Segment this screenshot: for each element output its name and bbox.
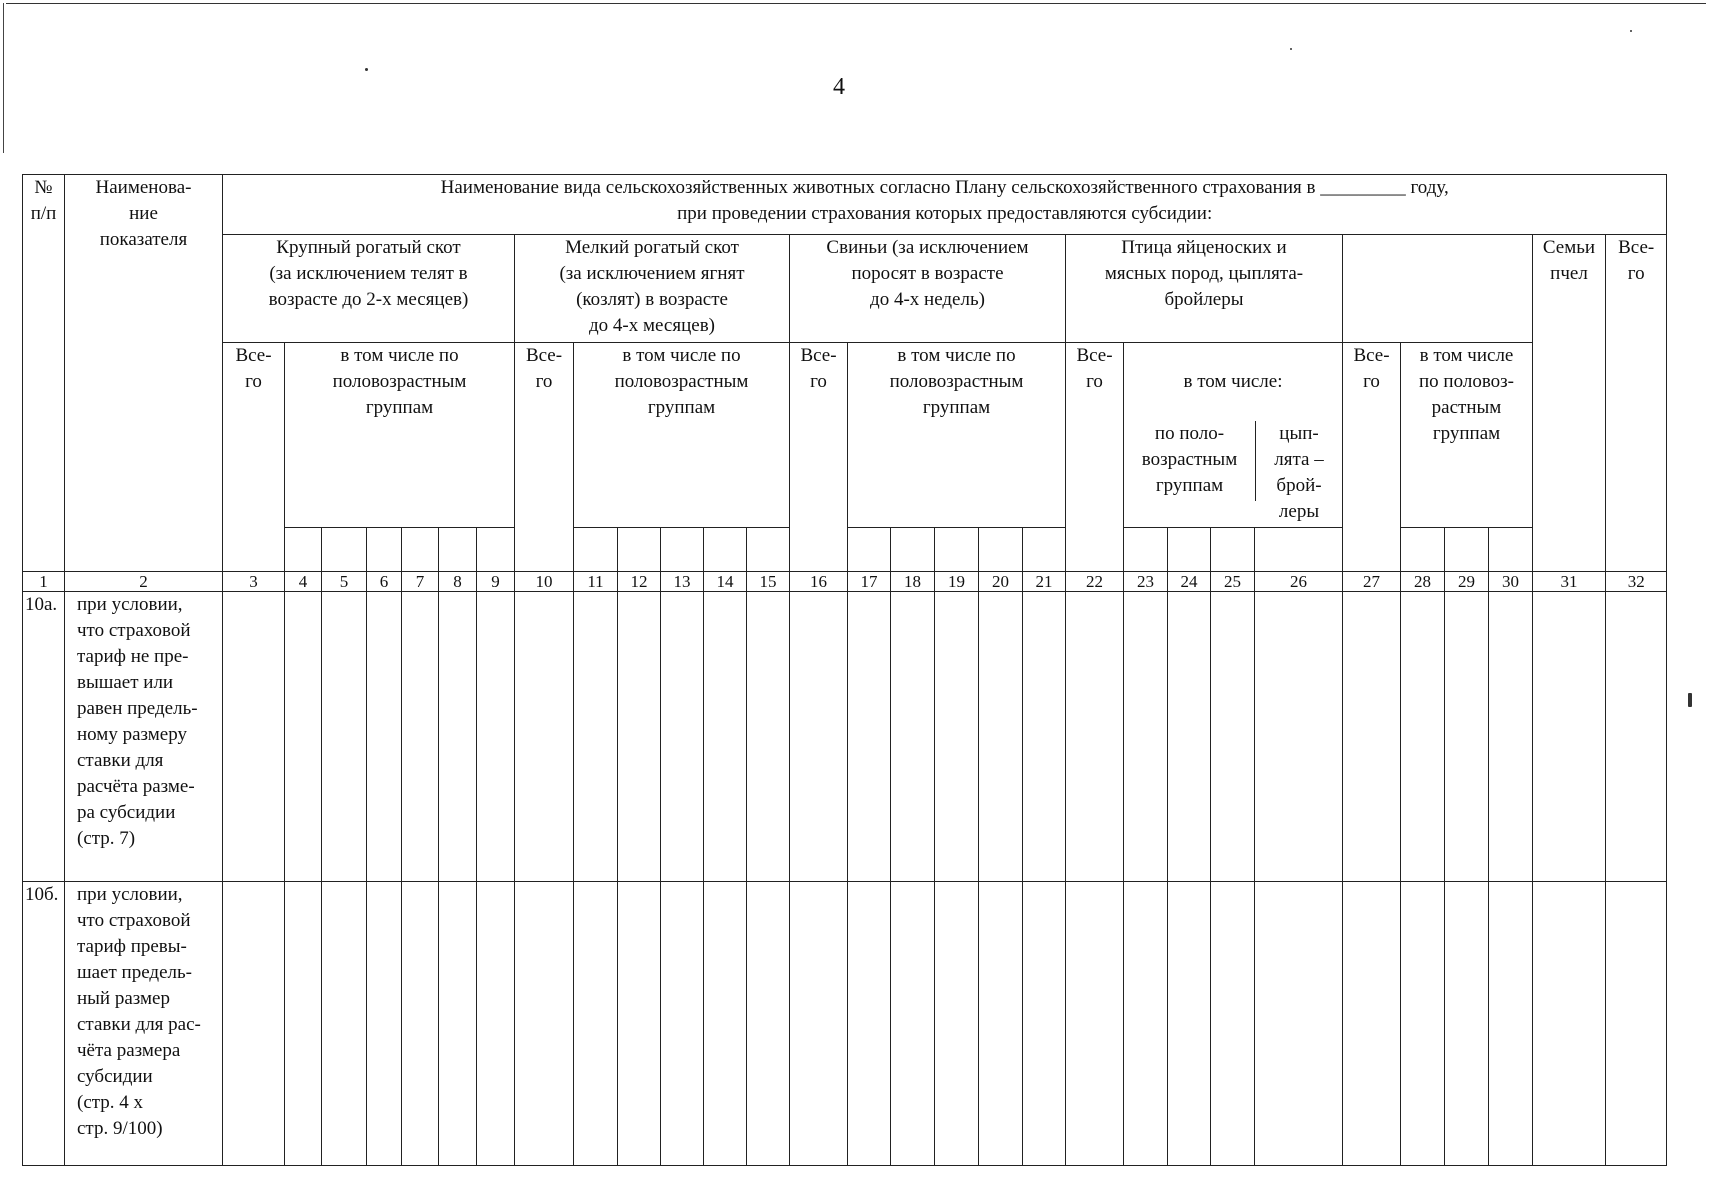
blank-cell (1023, 528, 1066, 572)
data-cell[interactable] (515, 592, 574, 882)
row-label: при условии, что страховой тариф превы- шает предель- ный размер ставки для рас- чёта размера субсидии (стр. 4 х стр. 9/100) (65, 882, 223, 1166)
data-cell[interactable] (1168, 592, 1211, 882)
blank-cell (848, 528, 891, 572)
data-cell[interactable] (223, 592, 285, 882)
data-cell[interactable] (1343, 592, 1401, 882)
column-number: 4 (285, 572, 322, 592)
data-cell[interactable] (439, 882, 477, 1166)
unnamed-in-groups: в том числе по половоз- растным группам (1401, 343, 1533, 528)
data-cell[interactable] (1066, 882, 1124, 1166)
data-cell[interactable] (1606, 592, 1667, 882)
blank-cell (402, 528, 439, 572)
poultry-including (1124, 343, 1343, 528)
column-number: 26 (1255, 572, 1343, 592)
group-unnamed (1343, 235, 1533, 343)
data-cell[interactable] (223, 882, 285, 1166)
poultry-including-split (1124, 421, 1342, 522)
data-cell[interactable] (285, 882, 322, 1166)
blank-cell (935, 528, 979, 572)
column-number: 27 (1343, 572, 1401, 592)
data-cell[interactable] (1066, 592, 1124, 882)
blank-cell (704, 528, 747, 572)
column-number: 24 (1168, 572, 1211, 592)
subsidy-form-table (22, 174, 1667, 1166)
blank-cell (661, 528, 704, 572)
page-number: 4 (833, 74, 845, 100)
data-cell[interactable] (661, 592, 704, 882)
unnamed-total: Все- го (1343, 343, 1401, 572)
small-cattle-in-groups: в том числе по половозрастным группам (574, 343, 790, 528)
blank-cell (285, 528, 322, 572)
column-number: 29 (1445, 572, 1489, 592)
column-number: 23 (1124, 572, 1168, 592)
blank-cell (1255, 528, 1343, 572)
header-indicator-name: Наименова- ние показателя (65, 175, 223, 572)
data-cell[interactable] (1401, 592, 1445, 882)
header-row-sub (23, 343, 1667, 528)
data-cell[interactable] (1023, 882, 1066, 1166)
data-cell[interactable] (704, 882, 747, 1166)
column-number: 7 (402, 572, 439, 592)
cattle-total: Все- го (223, 343, 285, 572)
data-cell[interactable] (402, 592, 439, 882)
data-cell[interactable] (322, 592, 367, 882)
column-number: 32 (1606, 572, 1667, 592)
group-small-cattle: Мелкий рогатый скот (за исключением ягнят (козлят) в возрасте до 4-х месяцев) (515, 235, 790, 343)
blank-cell (891, 528, 935, 572)
scan-speck (365, 68, 368, 71)
data-cell[interactable] (891, 592, 935, 882)
data-cell[interactable] (618, 882, 661, 1166)
data-cell[interactable] (1401, 882, 1445, 1166)
column-number: 6 (367, 572, 402, 592)
page-left-edge (3, 3, 4, 153)
group-pigs: Свиньи (за исключением поросят в возрасте до 4-х недель) (790, 235, 1066, 343)
data-cell[interactable] (477, 592, 515, 882)
data-cell[interactable] (1343, 882, 1401, 1166)
data-cell[interactable] (790, 882, 848, 1166)
blank-cell (574, 528, 618, 572)
blank-cell (1445, 528, 1489, 572)
column-number: 13 (661, 572, 704, 592)
pigs-total: Все- го (790, 343, 848, 572)
data-cell[interactable] (979, 882, 1023, 1166)
column-number: 17 (848, 572, 891, 592)
blank-cell (439, 528, 477, 572)
poultry-total: Все- го (1066, 343, 1124, 572)
column-number: 11 (574, 572, 618, 592)
scan-speck (1688, 693, 1692, 707)
data-cell[interactable] (704, 592, 747, 882)
data-cell[interactable] (747, 592, 790, 882)
column-number: 21 (1023, 572, 1066, 592)
group-total: Все- го (1606, 235, 1667, 572)
column-number: 9 (477, 572, 515, 592)
column-number: 31 (1533, 572, 1606, 592)
header-number: № п/п (23, 175, 65, 572)
data-cell[interactable] (1445, 592, 1489, 882)
column-number: 30 (1489, 572, 1533, 592)
data-cell[interactable] (661, 882, 704, 1166)
table-row (23, 882, 1667, 1166)
data-cell[interactable] (574, 882, 618, 1166)
pigs-in-groups: в том числе по половозрастным группам (848, 343, 1066, 528)
scan-speck (1630, 30, 1632, 32)
data-cell[interactable] (574, 592, 618, 882)
blank-cell (1211, 528, 1255, 572)
blank-cell (322, 528, 367, 572)
blank-cell (618, 528, 661, 572)
data-cell[interactable] (1023, 592, 1066, 882)
poultry-including-label: в том числе: (1183, 371, 1283, 392)
data-cell[interactable] (1124, 882, 1168, 1166)
column-number: 8 (439, 572, 477, 592)
group-cattle: Крупный рогатый скот (за исключением телят в возрасте до 2-х месяцев) (223, 235, 515, 343)
column-numbers-row (23, 572, 1667, 592)
blank-cell (477, 528, 515, 572)
group-bees: Семьи пчел (1533, 235, 1606, 572)
data-cell[interactable] (477, 882, 515, 1166)
data-cell[interactable] (439, 592, 477, 882)
data-cell[interactable] (1533, 882, 1606, 1166)
blank-cell (367, 528, 402, 572)
data-cell[interactable] (285, 592, 322, 882)
blank-cell (1124, 528, 1168, 572)
scan-speck (1290, 48, 1292, 50)
blank-cell (747, 528, 790, 572)
header-animal-types: Наименование вида сельскохозяйственных животных согласно Плану сельскохозяйственного страхования в _________ году, при проведении страхования которых предоставляются субсидии: (223, 175, 1667, 235)
data-cell[interactable] (367, 592, 402, 882)
column-number: 16 (790, 572, 848, 592)
row-code: 10б. (23, 882, 65, 1166)
small-cattle-total: Все- го (515, 343, 574, 572)
data-cell[interactable] (1445, 882, 1489, 1166)
data-cell[interactable] (1124, 592, 1168, 882)
page-top-edge (6, 3, 1706, 4)
column-number: 18 (891, 572, 935, 592)
data-cell[interactable] (935, 882, 979, 1166)
data-cell[interactable] (848, 882, 891, 1166)
cattle-in-groups: в том числе по половозрастным группам (285, 343, 515, 528)
blank-cell (1489, 528, 1533, 572)
data-cell[interactable] (1211, 882, 1255, 1166)
data-cell[interactable] (1533, 592, 1606, 882)
data-cell[interactable] (322, 882, 367, 1166)
data-cell[interactable] (367, 882, 402, 1166)
column-number: 25 (1211, 572, 1255, 592)
column-number: 2 (65, 572, 223, 592)
data-cell[interactable] (515, 882, 574, 1166)
data-cell[interactable] (1211, 592, 1255, 882)
column-number: 12 (618, 572, 661, 592)
blank-cell (1168, 528, 1211, 572)
column-number: 22 (1066, 572, 1124, 592)
data-cell[interactable] (1255, 592, 1343, 882)
data-cell[interactable] (790, 592, 848, 882)
data-cell[interactable] (1168, 882, 1211, 1166)
data-cell[interactable] (1255, 882, 1343, 1166)
data-cell[interactable] (1606, 882, 1667, 1166)
data-cell[interactable] (402, 882, 439, 1166)
header-row-groups (23, 235, 1667, 343)
column-number: 14 (704, 572, 747, 592)
column-number: 19 (935, 572, 979, 592)
column-number: 10 (515, 572, 574, 592)
row-label: при условии, что страховой тариф не пре- вышает или равен предель- ному размеру ставки для расчёта разме- ра субсидии (стр. 7) (65, 592, 223, 882)
column-number: 15 (747, 572, 790, 592)
blank-cell (979, 528, 1023, 572)
data-cell[interactable] (935, 592, 979, 882)
poultry-broilers: цып- лята – брой- леры (1255, 421, 1342, 501)
data-cell[interactable] (747, 882, 790, 1166)
data-cell[interactable] (1489, 882, 1533, 1166)
data-cell[interactable] (1489, 592, 1533, 882)
data-cell[interactable] (891, 882, 935, 1166)
column-number: 1 (23, 572, 65, 592)
column-number: 3 (223, 572, 285, 592)
column-number: 20 (979, 572, 1023, 592)
row-code: 10а. (23, 592, 65, 882)
column-number: 28 (1401, 572, 1445, 592)
data-cell[interactable] (618, 592, 661, 882)
poultry-by-sex-age: по поло- возрастным группам (1141, 423, 1238, 496)
group-poultry: Птица яйценоских и мясных пород, цыплята- бройлеры (1066, 235, 1343, 343)
data-cell[interactable] (848, 592, 891, 882)
blank-cell (1401, 528, 1445, 572)
header-row-main (23, 175, 1667, 235)
table-row (23, 592, 1667, 882)
data-cell[interactable] (979, 592, 1023, 882)
column-number: 5 (322, 572, 367, 592)
